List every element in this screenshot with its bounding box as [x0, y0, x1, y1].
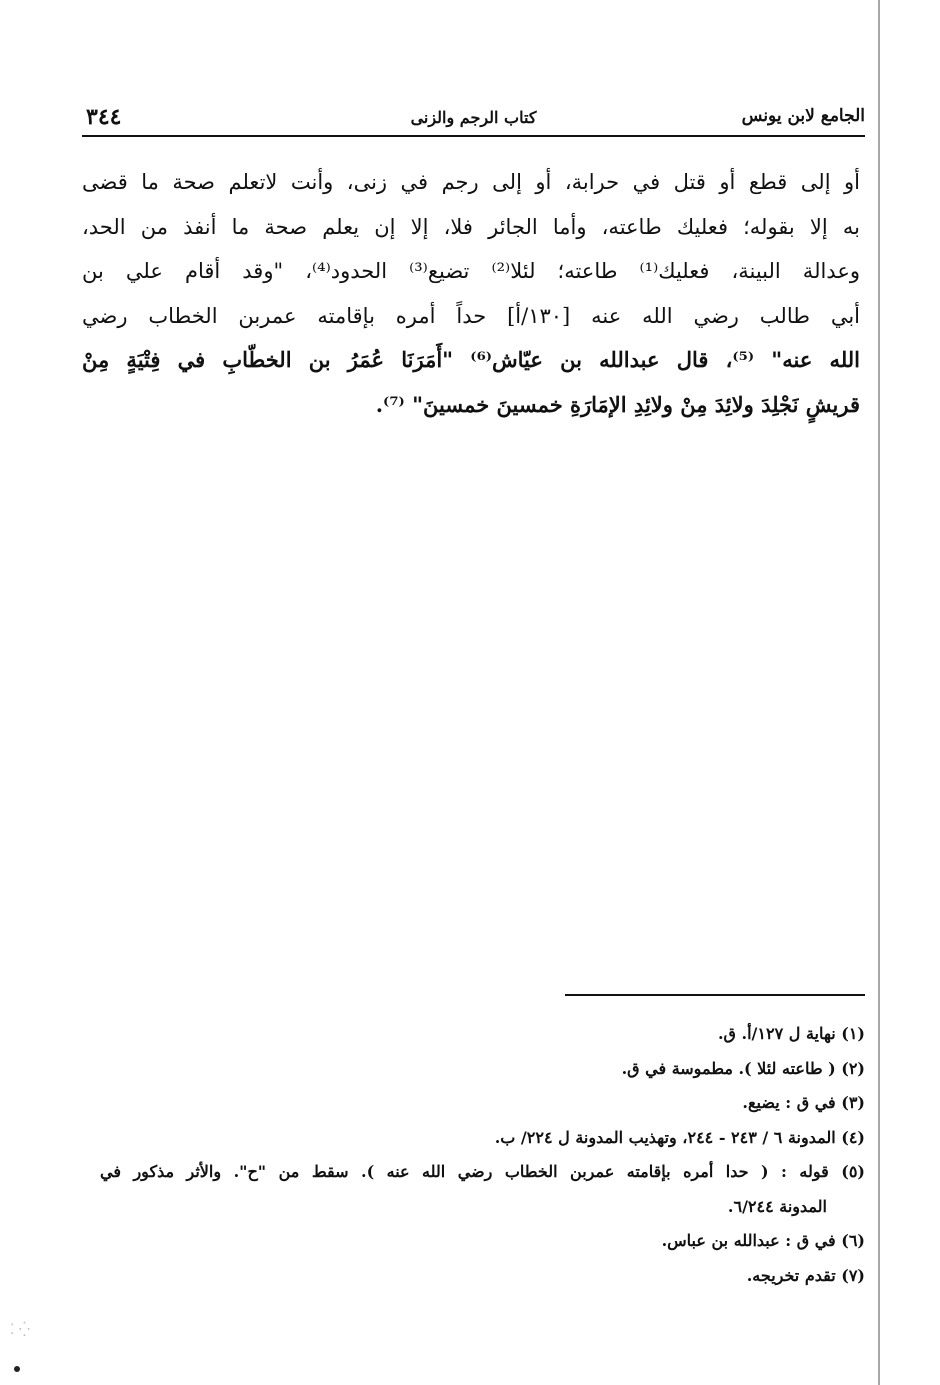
footnote-5: (٥) قوله : ( حدا أمره بإقامته عمربن الخطاب رضي الله عنه ). سقط من "ح". والأثر مذكور في	[100, 1162, 865, 1181]
footnote-1: (١) نهاية ل ١٢٧/أ. ق.	[717, 1024, 865, 1043]
book-title: الجامع لابن يونس	[741, 106, 865, 126]
page-number: ٣٤٤	[86, 104, 122, 130]
main-text	[82, 160, 860, 427]
footnotes	[100, 1017, 865, 1293]
text-line: الله عنه" ⁽⁵⁾، قال عبدالله بن عيّاش⁽⁶⁾ "أَمَرَنَا عُمَرُ بن الخطّابِ في فِتْيَةٍ مِنْ	[82, 347, 860, 372]
scan-artifact: ⁚ ⁛	[10, 1322, 31, 1338]
scan-edge-line	[878, 0, 880, 1385]
running-header	[82, 104, 865, 134]
footnote-7: (٧) تقدم تخريجه.	[746, 1265, 865, 1285]
text-line: قريشٍ نَجْلِدَ ولائِدَ مِنْ ولائِدِ الإمَارَةِ خمسينَ خمسينَ" ⁽⁷⁾.	[375, 391, 860, 417]
text-line: به إلا بقوله؛ فعليك طاعته، وأما الجائر فلا، إلا إن يعلم صحة ما أنفذ من الحد،	[82, 214, 860, 239]
footnote-6: (٦) في ق : عبدالله بن عباس.	[661, 1231, 865, 1250]
chapter-title: كتاب الرجم والزنى	[410, 108, 537, 127]
footnote-2: (٢) ( طاعته لئلا ). مطموسة في ق.	[621, 1058, 865, 1078]
text-line: أو إلى قطع أو قتل في حرابة، أو إلى رجم في زنى، وأنت لاتعلم صحة ما قضى	[82, 170, 860, 194]
footnote-5-continuation: المدونة ٦/٢٤٤.	[727, 1196, 827, 1216]
text-line: أبي طالب رضي الله عنه [١٣٠/أ] حداً أمره بإقامته عمربن الخطاب رضي	[82, 303, 860, 328]
header-rule	[82, 135, 865, 137]
scan-artifact-dot	[14, 1366, 20, 1372]
footnote-3: (٣) في ق : يضيع.	[742, 1093, 865, 1112]
footnote-4: (٤) المدونة ٦ / ٢٤٣ - ٢٤٤، وتهذيب المدونة ل ٢٢٤/ ب.	[494, 1127, 865, 1147]
footnote-separator	[565, 994, 865, 996]
text-line: وعدالة البينة، فعليك⁽¹⁾ طاعته؛ لئلا⁽²⁾ تضيع⁽³⁾ الحدود⁽⁴⁾، "وقد أقام علي بن	[82, 259, 860, 283]
